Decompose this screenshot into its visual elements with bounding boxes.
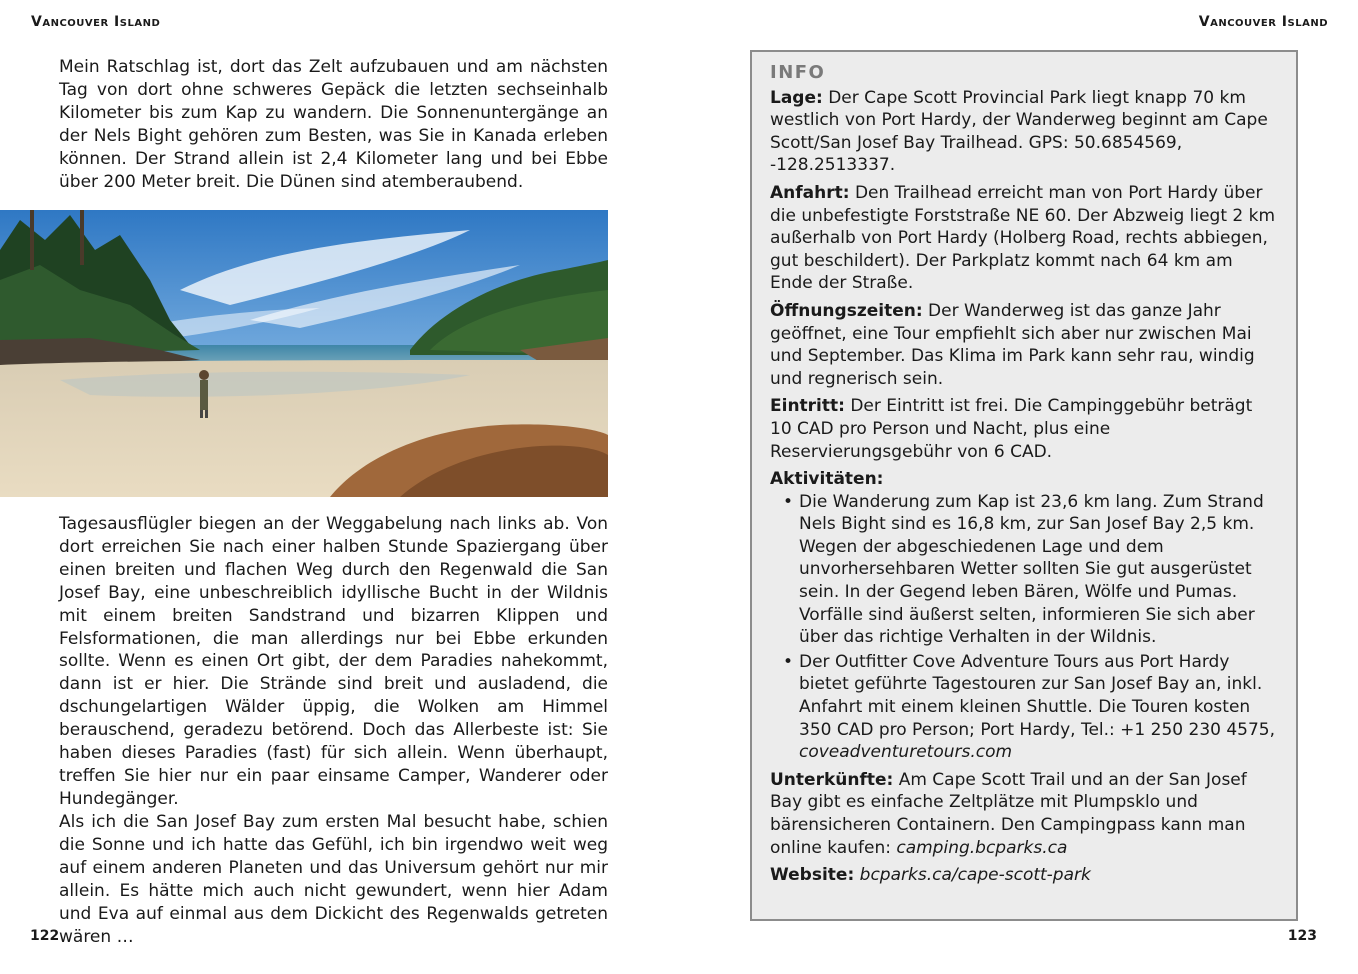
info-oeffnungszeiten: [770, 300, 1278, 390]
info-box: [750, 50, 1298, 921]
info-label: Website:: [770, 865, 855, 886]
info-text: Der Cape Scott Provincial Park liegt knapp 70 km westlich von Port Hardy, der Wanderweg beginnt am Cape Scott/San Josef Bay Trailhead. GPS: 50.6854569, -128.2513337.: [770, 87, 1268, 176]
info-label: Öffnungszeiten:: [770, 300, 923, 321]
info-text: Den Trailhead erreicht man von Port Hardy über die unbefestigte Forststraße NE 60. Der Abzweig liegt 2 km außerhalb von Port Hardy (Holberg Road, rechts abbiegen, gut beschildert). Der Parkplatz kommt nach 64 km am Ende der Straße.: [770, 182, 1276, 294]
right-page: [679, 0, 1358, 974]
info-label: Anfahrt:: [770, 182, 850, 203]
activities-list: [770, 491, 1278, 764]
body-paragraph: Als ich die San Josef Bay zum ersten Mal besucht habe, schien die Sonne und ich hatte das Gefühl, ich bin irgendwo weit weg auf einem anderen Planeten und das Universum gehört nur mir allein. Es hätte mich auch nicht gewundert, wenn hier Adam und Eva auf einmal aus dem Dickicht des Regenwalds getreten wären …: [59, 812, 608, 947]
info-label: Aktivitäten:: [770, 469, 884, 490]
beach-photo: [0, 210, 608, 497]
camping-link[interactable]: camping.bcparks.ca: [896, 837, 1068, 858]
info-text: Am Cape Scott Trail und an der San Josef Bay gibt es einfache Zeltplätze mit Plumpsklo und bärensicheren Containern. Den Campingpass kann man online kaufen:: [770, 769, 1247, 858]
info-eintritt: [770, 395, 1278, 463]
info-label: Unterkünfte:: [770, 769, 894, 790]
info-label: Lage:: [770, 87, 823, 108]
info-website: [770, 864, 1278, 887]
bullet-icon: •: [783, 491, 794, 512]
info-label: Eintritt:: [770, 396, 845, 417]
running-head: Vancouver Island: [31, 14, 161, 30]
page-number: 122: [30, 928, 60, 944]
list-item: [770, 651, 1278, 764]
info-lage: [770, 87, 1278, 177]
page-number: 123: [1287, 928, 1317, 944]
activity-text: Der Outfitter Cove Adventure Tours aus Port Hardy bietet geführte Tagestouren zur San Josef Bay an, inkl. Anfahrt mit einem kleinen Shuttle. Die Touren kosten 350 CAD pro Person; Port Hardy, Tel.: +1 250 230 4575,: [799, 651, 1276, 740]
info-text: Der Wanderweg ist das ganze Jahr geöffnet, eine Tour empfiehlt sich aber nur zwischen Mai und September. Das Klima im Park kann sehr rau, windig und regnerisch sein.: [770, 300, 1255, 389]
info-unterkuenfte: [770, 769, 1278, 859]
body-paragraph: Tagesausflügler biegen an der Weggabelung nach links ab. Von dort erreichen Sie nach einer halben Stunde Spaziergang über einen breiten und flachen Weg durch den Regenwald die San Josef Bay, eine unbeschreiblich idyllische Bucht in der Wildnis mit einem breiten Sandstrand und bizarren Klippen und Felsformationen, die man allerdings nur bei Ebbe erkunden sollte. Wenn es einen Ort gibt, der dem Paradies nahekommt, dann ist er hier. Die Strände sind breit und ausladend, die dschungelartigen Wälder üppig, die Wolken am Himmel berauschend, geradezu betörend. Doch das Allerbeste ist: Sie haben dieses Paradies (fast) für sich allein. Wenn überhaupt, treffen Sie hier nur ein paar einsame Camper, Wanderer oder Hundegänger.: [59, 514, 608, 809]
info-anfahrt: [770, 182, 1278, 295]
body-paragraph: Mein Ratschlag ist, dort das Zelt aufzubauen und am nächsten Tag von dort ohne schweres Gepäck die letzten sechseinhalb Kilometer bis zum Kap zu wandern. Die Sonnenuntergänge an der Nels Bight gehören zum Besten, was Sie in Kanada erleben können. Der Strand allein ist 2,4 Kilometer lang und bei Ebbe über 200 Meter breit. Die Dünen sind atemberaubend.: [59, 57, 608, 192]
info-title: INFO: [770, 62, 826, 83]
info-aktivitaeten: [770, 468, 1278, 764]
activity-link[interactable]: coveadventuretours.com: [799, 742, 1013, 763]
activity-text: Die Wanderung zum Kap ist 23,6 km lang. Zum Strand Nels Bight sind es 16,8 km, zur San Josef Bay 2,5 km. Wegen der abgeschiedenen Lage und dem unvorhersehbaren Wetter sollten Sie gut ausgerüstet sein. In der Gegend leben Bären, Wölfe und Pumas. Vorfälle sind äußerst selten, informieren Sie sich aber über das richtige Verhalten in der Wildnis.: [799, 491, 1264, 648]
list-item: [770, 491, 1278, 649]
bullet-icon: •: [783, 651, 794, 672]
info-text: Der Eintritt ist frei. Die Campinggebühr beträgt 10 CAD pro Person und Nacht, plus eine Reservierungsgebühr von 6 CAD.: [770, 396, 1253, 462]
website-link[interactable]: bcparks.ca/cape-scott-park: [854, 865, 1091, 886]
running-head: Vancouver Island: [1198, 14, 1328, 30]
